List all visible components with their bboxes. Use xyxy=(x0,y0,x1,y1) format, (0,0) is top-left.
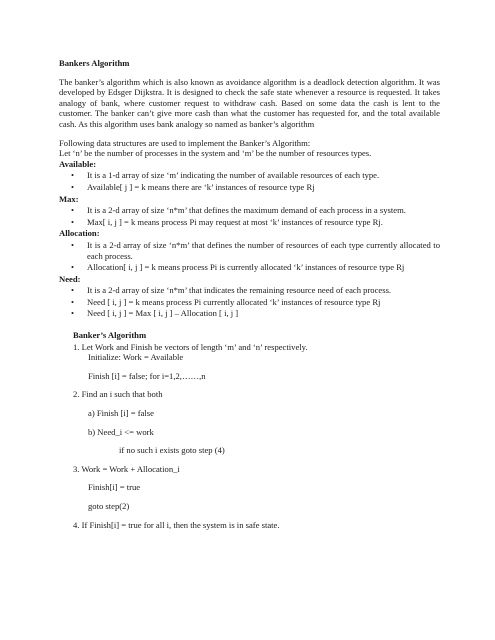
allocation-list xyxy=(59,240,440,273)
step-2-a: a) Finish [i] = false xyxy=(88,408,154,419)
let-line: Let ‘n’ be the number of processes in the system and ‘m’ be the number of resources types. xyxy=(59,148,372,159)
list-item: • Need [ i, j ] = Max [ i, j ] – Allocation [ i, j ] xyxy=(59,308,440,319)
step-2-b: b) Need_i <= work xyxy=(88,426,154,437)
step-1: 1. Let Work and Finish be vectors of length ‘m’ and ‘n’ respectively. xyxy=(73,341,308,352)
max-list xyxy=(59,205,440,227)
list-item: • Available[ j ] = k means there are ‘k’ instances of resource type Rj xyxy=(59,182,440,193)
step-3: 3. Work = Work + Allocation_i xyxy=(73,463,180,474)
list-item: • Max[ i, j ] = k means process Pi may request at most ‘k’ instances of resource type Rj. xyxy=(59,217,440,228)
list-item: • Allocation[ i, j ] = k means process Pi is currently allocated ‘k’ instances of resource type Rj xyxy=(59,262,440,273)
available-list xyxy=(59,170,440,192)
step-4: 4. If Finish[i] = true for all i, then the system is in safe state. xyxy=(73,519,280,530)
bankers-algorithm-section xyxy=(59,330,440,530)
step-3-finish: Finish[i] = true xyxy=(88,482,141,493)
list-item: • Need [ i, j ] = k means process Pi currently allocated ‘k’ instances of resource type Rj xyxy=(59,297,440,308)
step-2-none: if no such i exists goto step (4) xyxy=(119,445,225,456)
list-item: • It is a 2-d array of size ‘n*m’ that defines the number of resources of each type currently allocated to each process. xyxy=(59,240,440,261)
need-label: Need: xyxy=(59,273,81,284)
data-structures-intro: Following data structures are used to implement the Banker’s Algorithm: xyxy=(59,137,311,148)
list-item: • It is a 2-d array of size ‘n*m’ that defines the maximum demand of each process in a system. xyxy=(59,205,440,216)
document-title: Bankers Algorithm xyxy=(59,58,130,68)
need-list xyxy=(59,285,440,319)
available-label: Available: xyxy=(59,158,97,169)
list-item: • It is a 1-d array of size ‘m’ indicating the number of available resources of each type. xyxy=(59,170,440,181)
step-1-init: Initialize: Work = Available xyxy=(88,352,184,363)
intro-paragraph: The banker’s algorithm which is also known as avoidance algorithm is a deadlock detection algorithm. It was developed by Edsger Dijkstra. It is designed to check the safe state whenever a resource is requested. It takes analogy of bank, where customer request to withdraw cash. Based on some data the cash is lent to the customer. The banker can’t give more cash than what the customer has requested for, and the total available cash. As this algorithm uses bank analogy so named as banker’s algorithm xyxy=(59,76,440,129)
max-label: Max: xyxy=(59,193,79,204)
step-2: 2. Find an i such that both xyxy=(73,389,163,400)
list-item: • It is a 2-d array of size ‘n*m’ that indicates the remaining resource need of each process. xyxy=(59,285,440,296)
step-3-goto: goto step(2) xyxy=(88,501,130,511)
allocation-label: Allocation: xyxy=(59,228,100,239)
step-1-finish: Finish [i] = false; for i=1,2,……,n xyxy=(88,370,206,381)
algorithm-heading: Banker’s Algorithm xyxy=(73,330,147,341)
